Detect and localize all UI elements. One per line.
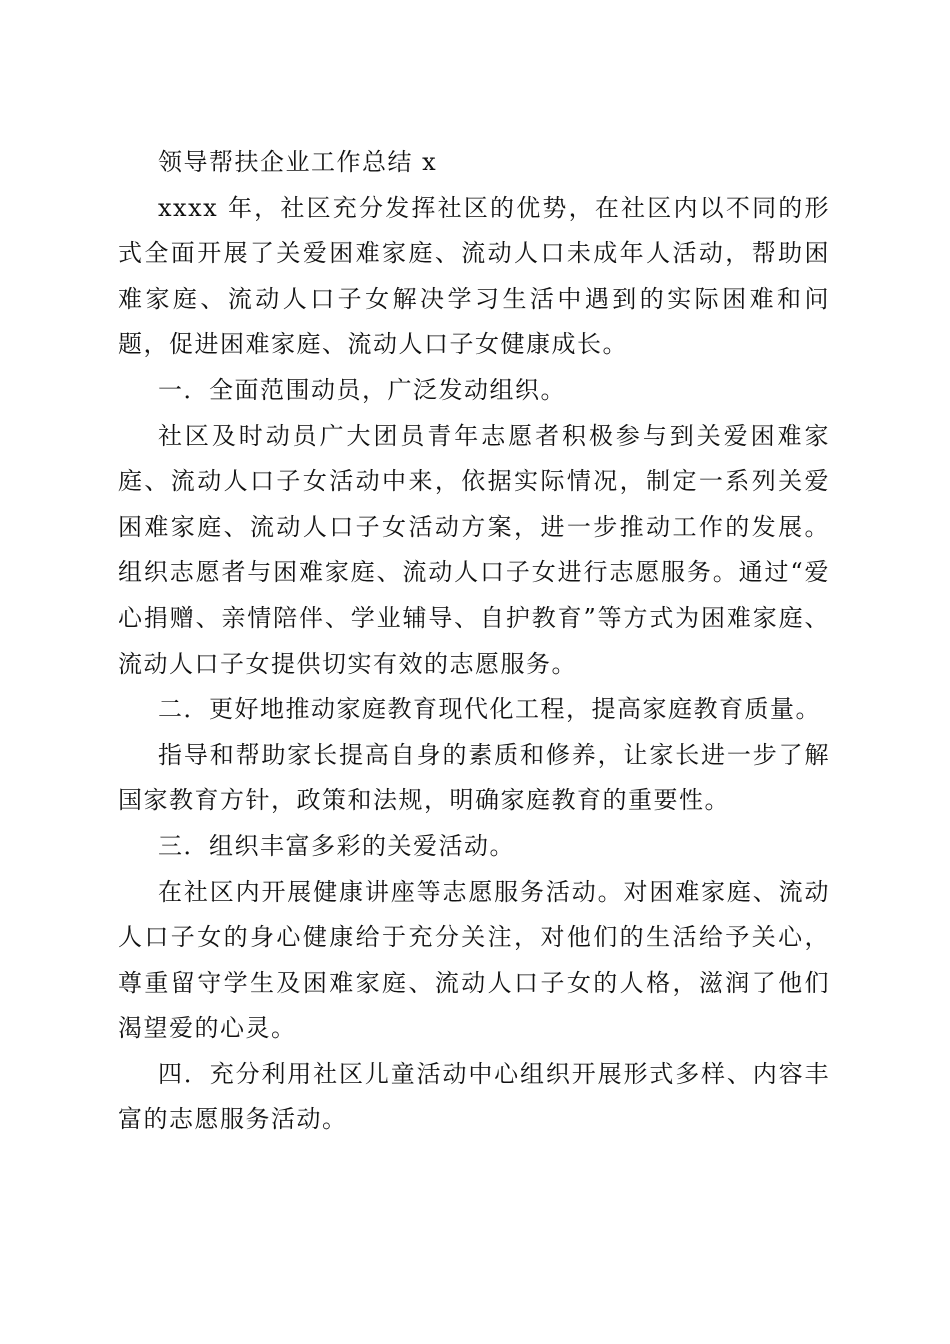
document-title: 领导帮扶企业工作总结 x xyxy=(158,148,438,176)
section-heading-1: 一．全面范围动员，广泛发动组织。 xyxy=(158,375,566,404)
paragraph-section-3: 在社区内开展健康讲座等志愿服务活动。对困难家庭、流动人口子女的身心健康给于充分关注，对他们的生活给予关心，尊重留守学生及困难家庭、流动人口子女的人格，滋润了他们渴望爱的心灵。 xyxy=(118,877,830,1043)
section-heading-3: 三．组织丰富多彩的关爱活动。 xyxy=(158,831,515,860)
section-heading-4: 四．充分利用社区儿童活动中心组织开展形式多样、内容丰富的志愿服务活动。 xyxy=(118,1059,830,1134)
paragraph-section-2: 指导和帮助家长提高自身的素质和修养，让家长进一步了解国家教育方针，政策和法规，明确家庭教育的重要性。 xyxy=(118,740,830,815)
paragraph-section-1: 社区及时动员广大团员青年志愿者积极参与到关爱困难家庭、流动人口子女活动中来，依据实际情况，制定一系列关爱困难家庭、流动人口子女活动方案，进一步推动工作的发展。组织志愿者与困难家庭、流动人口子女进行志愿服务。通过“爱心捐赠、亲情陪伴、学业辅导、自护教育”等方式为困难家庭、流动人口子女提供切实有效的志愿服务。 xyxy=(118,421,830,678)
document-body xyxy=(118,140,830,1143)
paragraph-intro: xxxx 年，社区充分发挥社区的优势，在社区内以不同的形式全面开展了关爱困难家庭、流动人口未成年人活动，帮助困难家庭、流动人口子女解决学习生活中遇到的实际困难和问题，促进困难家庭、流动人口子女健康成长。 xyxy=(118,193,830,359)
section-heading-2: 二．更好地推动家庭教育现代化工程，提高家庭教育质量。 xyxy=(158,695,821,724)
